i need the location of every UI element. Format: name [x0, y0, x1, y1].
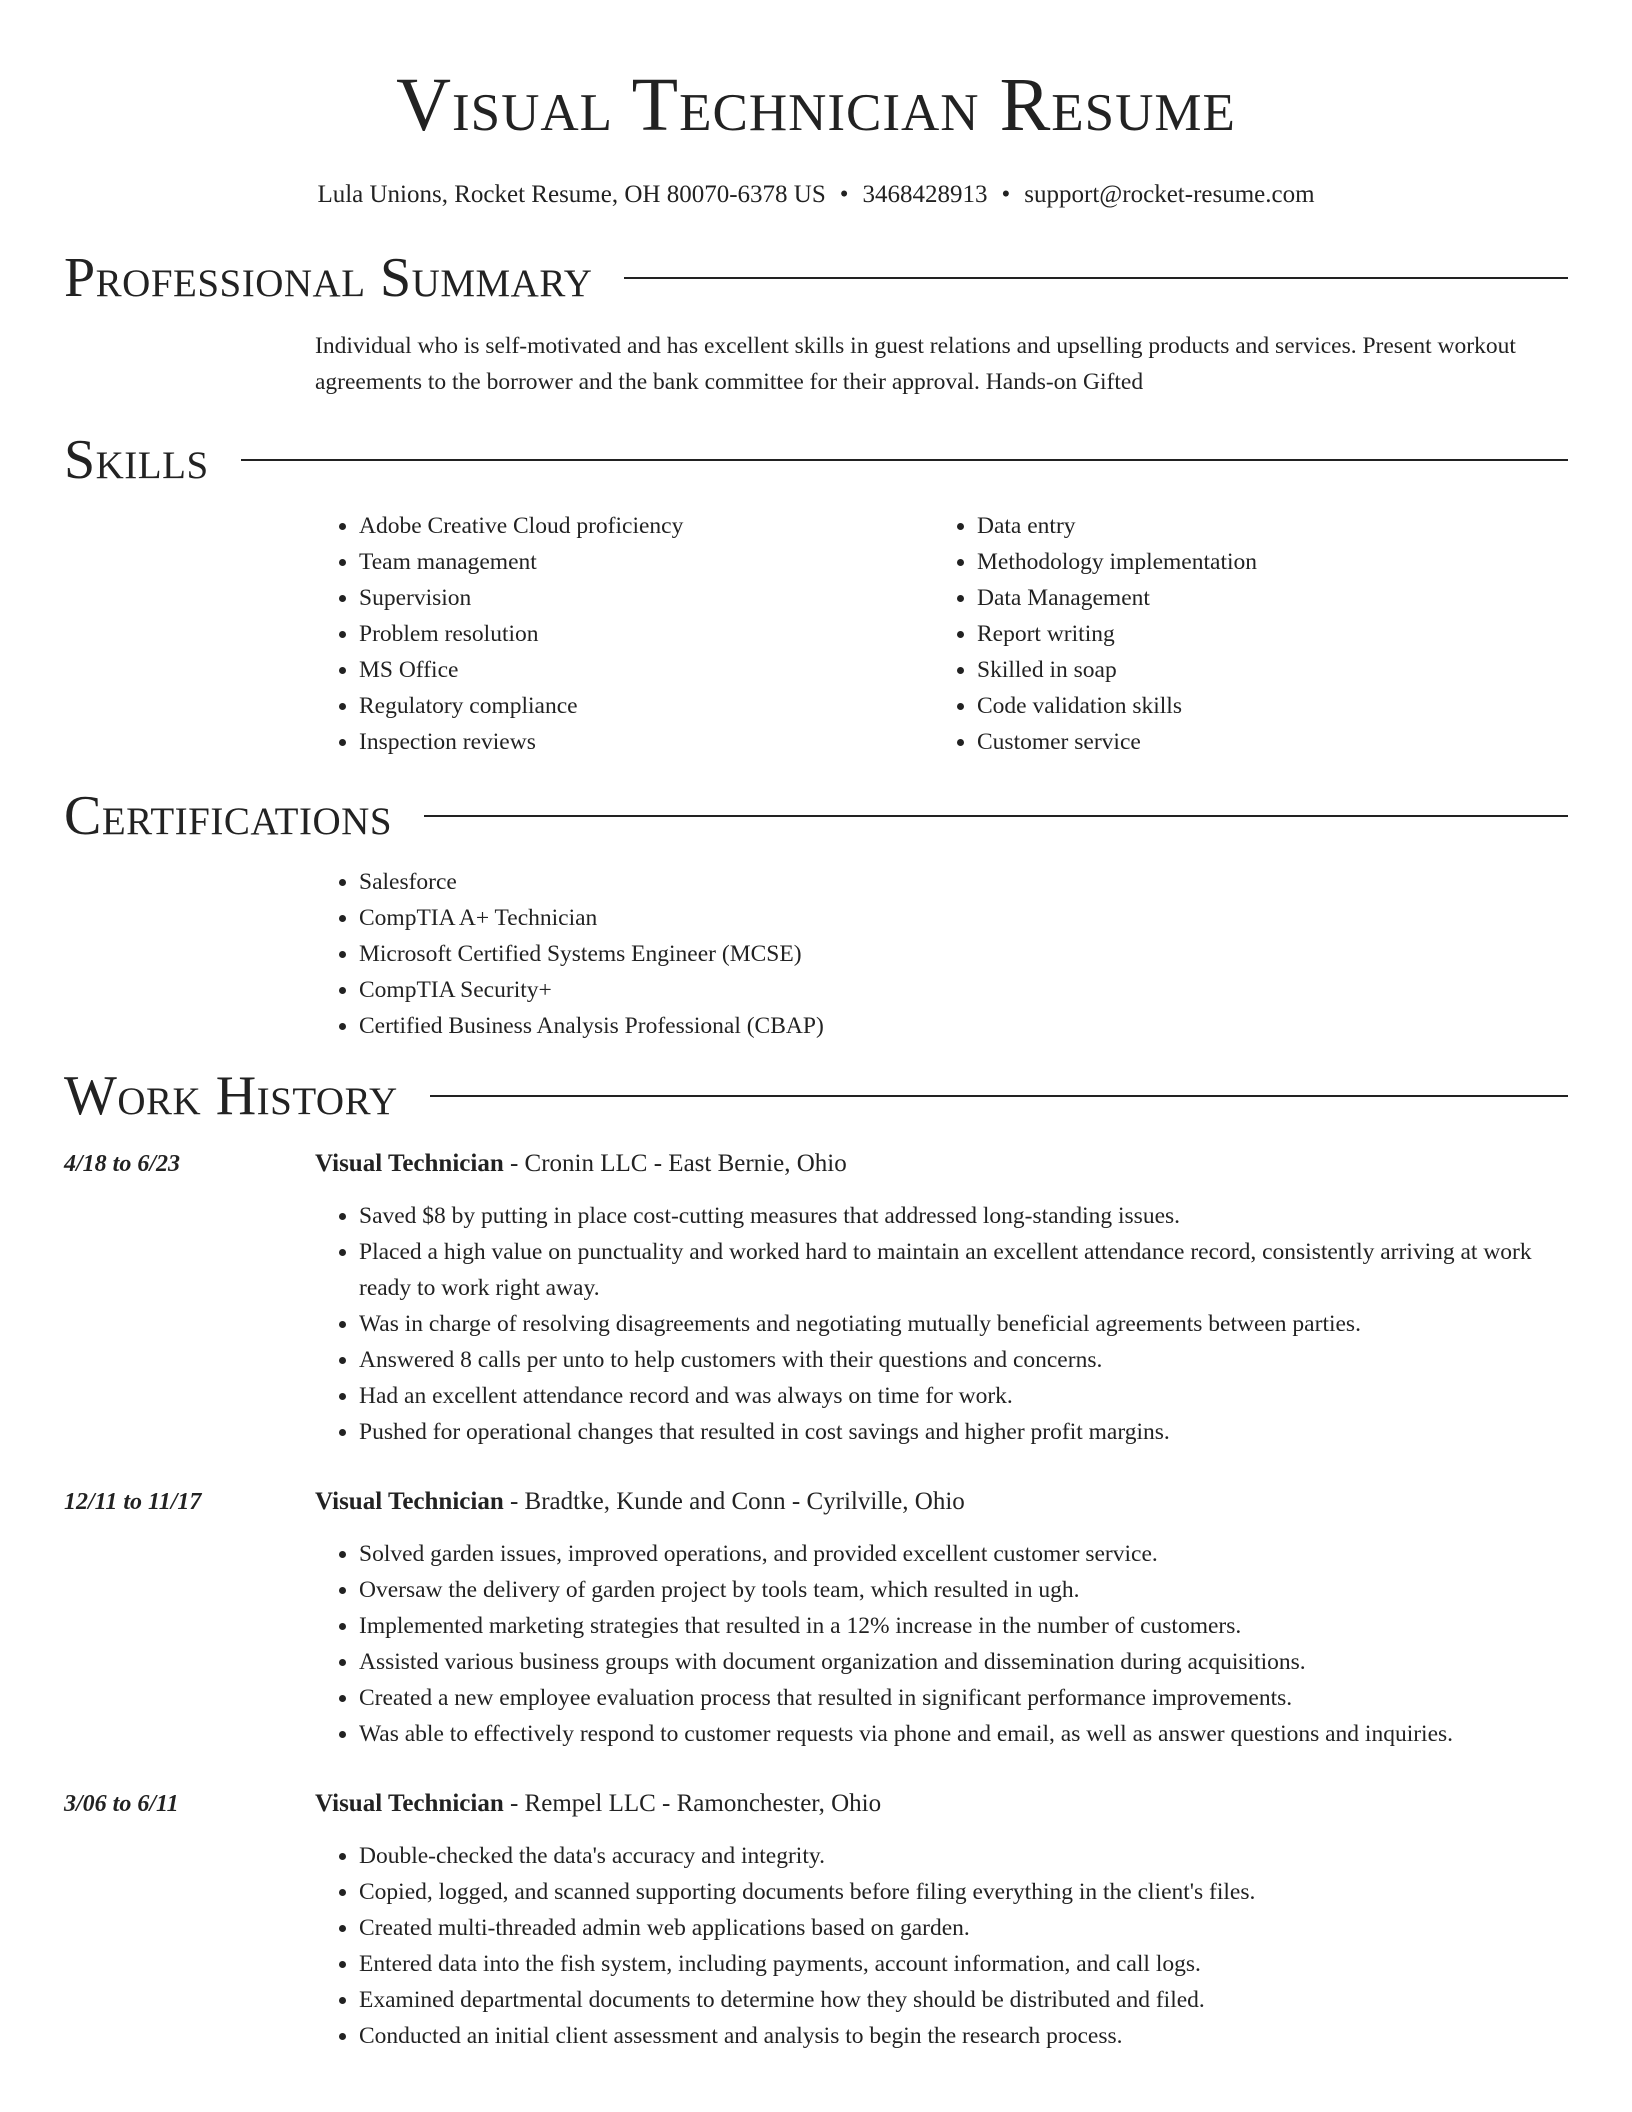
contact-address: Lula Unions, Rocket Resume, OH 80070-6378 US	[317, 181, 826, 208]
job-bullet: • Created a new employee evaluation process that resulted in significant performance improvements.	[359, 1680, 1568, 1716]
certifications-content	[315, 864, 1568, 1044]
job-dates: 4/18 to 6/23	[64, 1151, 181, 1177]
job-entry	[64, 1484, 1568, 1752]
section-divider	[241, 459, 1568, 461]
certifications-section	[64, 786, 1568, 1044]
skills-list-left	[315, 508, 933, 760]
work-history-header	[64, 1066, 1568, 1126]
certifications-list	[315, 864, 1568, 1044]
contact-phone: 3468428913	[862, 181, 988, 208]
job-bullet: • Placed a high value on punctuality and worked hard to maintain an excellent attendance record, consistently arriving at work ready to work right away.	[359, 1234, 1568, 1306]
job-bullet: • Was in charge of resolving disagreements and negotiating mutually beneficial agreements between parties.	[359, 1306, 1568, 1342]
skill-item: • Inspection reviews	[359, 724, 933, 760]
job-details: - Bradtke, Kunde and Conn - Cyrilville, Ohio	[503, 1488, 965, 1515]
section-divider	[430, 1095, 1568, 1097]
skills-grid	[315, 508, 1568, 760]
skills-column-right	[933, 508, 1551, 760]
skill-item: • Supervision	[359, 580, 933, 616]
job-bullet: • Oversaw the delivery of garden project by tools team, which resulted in ugh.	[359, 1572, 1568, 1608]
job-bullet: • Created multi-threaded admin web applications based on garden.	[359, 1910, 1568, 1946]
job-body	[315, 1146, 1568, 1450]
summary-section	[64, 248, 1568, 400]
job-bullet: • Double-checked the data's accuracy and integrity.	[359, 1838, 1568, 1874]
job-heading	[315, 1146, 1568, 1182]
contact-separator: •	[1001, 181, 1011, 208]
section-divider	[424, 815, 1568, 817]
skills-column-left	[315, 508, 933, 760]
certification-item: • Salesforce	[359, 864, 1568, 900]
job-bullets	[315, 1536, 1568, 1752]
certification-item: • CompTIA A+ Technician	[359, 900, 1568, 936]
job-title: Visual Technician	[315, 1790, 504, 1817]
job-title: Visual Technician	[315, 1488, 504, 1515]
skill-item: • Data entry	[977, 508, 1551, 544]
skill-item: • Regulatory compliance	[359, 688, 933, 724]
skill-item: • Methodology implementation	[977, 544, 1551, 580]
job-entry	[64, 1786, 1568, 2054]
section-heading-summary: Professional Summary	[64, 247, 593, 309]
job-bullets	[315, 1198, 1568, 1450]
section-heading-work-history: Work History	[64, 1065, 398, 1127]
contact-line	[64, 180, 1568, 210]
certifications-header	[64, 786, 1568, 846]
skills-list-right	[933, 508, 1551, 760]
job-bullet: • Entered data into the fish system, including payments, account information, and call logs.	[359, 1946, 1568, 1982]
resume-title: Visual Technician Resume	[396, 63, 1236, 147]
skill-item: • Report writing	[977, 616, 1551, 652]
job-bullet: • Assisted various business groups with document organization and dissemination during acquisitions.	[359, 1644, 1568, 1680]
skill-item: • Skilled in soap	[977, 652, 1551, 688]
section-divider	[624, 277, 1568, 279]
skill-item: • Code validation skills	[977, 688, 1551, 724]
job-entry	[64, 1146, 1568, 1450]
job-bullets	[315, 1838, 1568, 2054]
skill-item: • Data Management	[977, 580, 1551, 616]
job-body	[315, 1786, 1568, 2054]
job-dates: 12/11 to 11/17	[64, 1489, 202, 1515]
job-heading	[315, 1484, 1568, 1520]
skill-item: • Customer service	[977, 724, 1551, 760]
job-dates: 3/06 to 6/11	[64, 1791, 179, 1817]
job-bullet: • Examined departmental documents to determine how they should be distributed and filed.	[359, 1982, 1568, 2018]
job-title: Visual Technician	[315, 1150, 504, 1177]
job-details: - Cronin LLC - East Bernie, Ohio	[503, 1150, 847, 1177]
summary-content	[315, 328, 1568, 400]
section-heading-certifications: Certifications	[64, 785, 393, 847]
job-details: - Rempel LLC - Ramonchester, Ohio	[503, 1790, 882, 1817]
skill-item: • Problem resolution	[359, 616, 933, 652]
skills-header	[64, 430, 1568, 490]
job-bullet: • Solved garden issues, improved operations, and provided excellent customer service.	[359, 1536, 1568, 1572]
skill-item: • MS Office	[359, 652, 933, 688]
job-bullet: • Saved $8 by putting in place cost-cutting measures that addressed long-standing issues.	[359, 1198, 1568, 1234]
skill-item: • Team management	[359, 544, 933, 580]
certification-item: • CompTIA Security+	[359, 972, 1568, 1008]
job-bullet: • Pushed for operational changes that resulted in cost savings and higher profit margins.	[359, 1414, 1568, 1450]
job-bullet: • Implemented marketing strategies that resulted in a 12% increase in the number of customers.	[359, 1608, 1568, 1644]
certification-item: • Certified Business Analysis Professional (CBAP)	[359, 1008, 1568, 1044]
contact-separator: •	[839, 181, 849, 208]
certification-item: • Microsoft Certified Systems Engineer (MCSE)	[359, 936, 1568, 972]
work-history-section	[64, 1066, 1568, 2054]
job-bullet: • Conducted an initial client assessment and analysis to begin the research process.	[359, 2018, 1568, 2054]
job-bullet: • Copied, logged, and scanned supporting documents before filing everything in the client's files.	[359, 1874, 1568, 1910]
contact-email: support@rocket-resume.com	[1024, 181, 1315, 208]
job-bullet: • Answered 8 calls per unto to help customers with their questions and concerns.	[359, 1342, 1568, 1378]
job-body	[315, 1484, 1568, 1752]
summary-text: Individual who is self-motivated and has excellent skills in guest relations and upselling products and services. Present workout agreements to the borrower and the bank committee for their approval. Hands-on Gifted	[315, 333, 1516, 395]
section-heading-skills: Skills	[64, 429, 209, 491]
skill-item: • Adobe Creative Cloud proficiency	[359, 508, 933, 544]
summary-header	[64, 248, 1568, 308]
skills-section	[64, 430, 1568, 760]
job-bullet: • Had an excellent attendance record and was always on time for work.	[359, 1378, 1568, 1414]
job-heading	[315, 1786, 1568, 1822]
job-bullet: • Was able to effectively respond to customer requests via phone and email, as well as answer questions and inquiries.	[359, 1716, 1568, 1752]
